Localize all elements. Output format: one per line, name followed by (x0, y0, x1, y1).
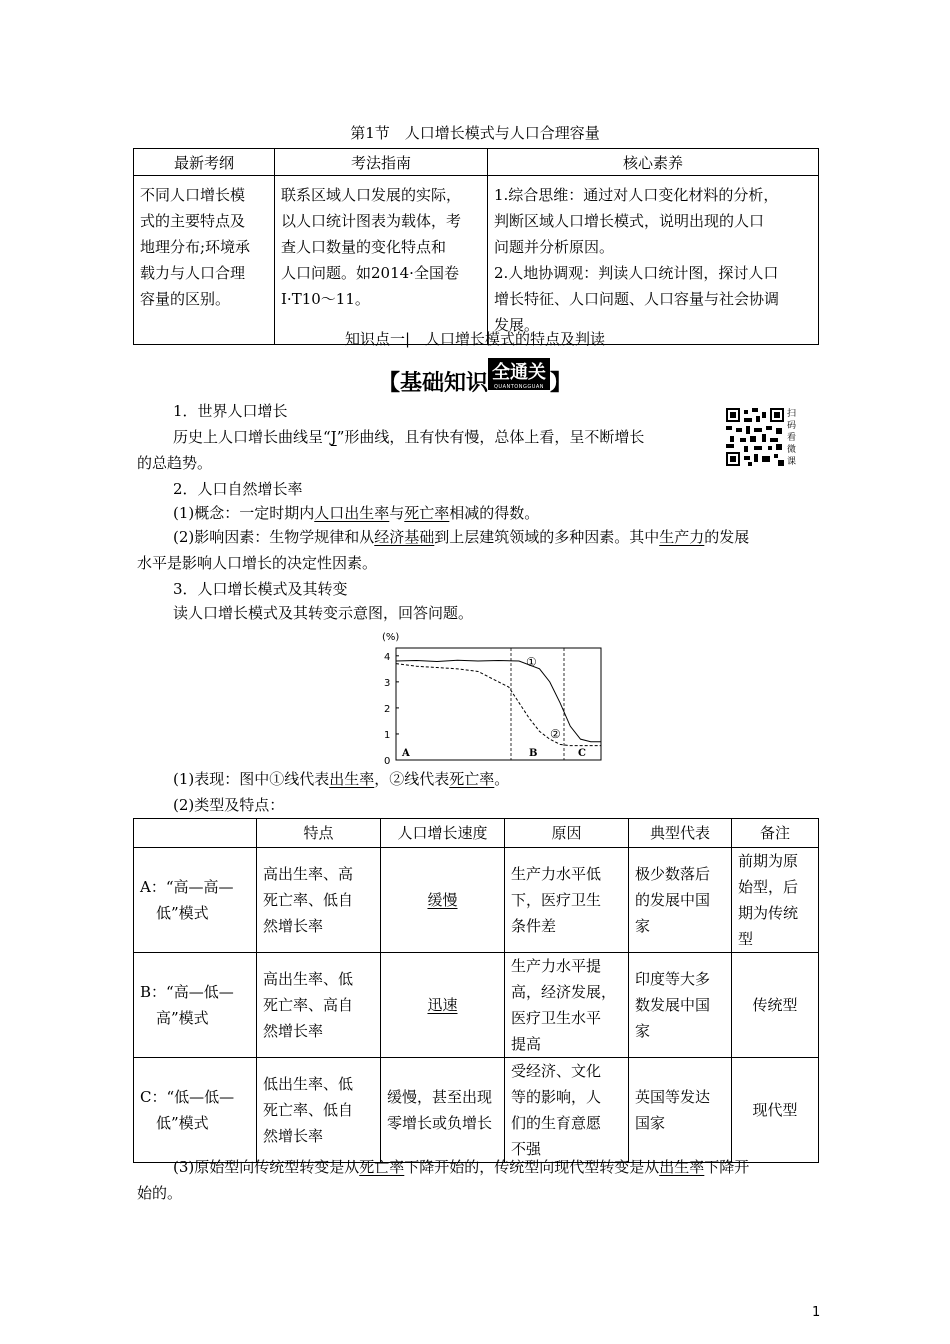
plot-frame (396, 648, 601, 760)
syllabus-cell: 不同人口增长模 式的主要特点及 地理分布;环境承 载力与人口合理 容量的区别。 (134, 176, 275, 345)
stage-label-a: A (402, 748, 410, 759)
header-method: 考法指南 (275, 149, 488, 176)
literacy-cell: 1.综合思维：通过对人口变化材料的分析， 判断区域人口增长模式，说明出现的人口 问题并分析原因。 2.人地协调观：判读人口统计图，探讨人口 增长特征、人口问题、人口容量与社会协调 发展。 (488, 176, 819, 345)
y-tick-label: 2 (384, 703, 391, 715)
stage-label-c: C (578, 748, 586, 759)
s3-3b: 始的。 (137, 1184, 183, 1202)
table-row: A：“高—高— 低”模式 高出生率、高 死亡率、低自 然增长率 缓慢 生产力水平低 下，医疗卫生 条件差 极少数落后 的发展中国 家 前期为原 始型，后 期为传统 型 (134, 848, 819, 953)
table-row: C：“低—低— 低”模式 低出生率、低 死亡率、低自 然增长率 缓慢，甚至出现零增长或负增长 受经济、文化 等的影响，人 们的生育意愿 不强 英国等发达 国家 现代型 (134, 1058, 819, 1163)
page-number: 1 (812, 1305, 821, 1320)
s2-2b: 水平是影响人口增长的决定性因素。 (137, 554, 378, 572)
series-line-2 (396, 664, 601, 746)
s3-2: (2)类型及特点： (173, 796, 285, 814)
types-table: 特点 人口增长速度 原因 典型代表 备注 A：“高—高— 低”模式 高出生率、高 死亡率、低自 然增长率 缓慢 生产力水平低 下，医疗卫生 条件差 极少数落后 的发展中国 家 前期为原 始型，后 期为传统 型 B：“高—低— 高”模式 高出生率、低 死亡率、高自 然增长率 迅速 生产力水平提 高，经济发展， 医疗卫生水平 提高 印度等大多 数发展中国 家 传统型 C：“低—低— 低”模式 低出生率、低 死亡率、低自 然增长率 缓慢，甚至出现零增长或负增长 受经济、文化 等的影响，人 们的生育意愿 不强 英国等发达 国家 现代型 (133, 818, 819, 1163)
s2-2: (2)影响因素：生物学规律和从经济基础到上层建筑领域的多种因素。其中生产力的发展 (173, 528, 750, 546)
y-tick-label: 4 (384, 651, 391, 663)
y-tick-label: 1 (384, 729, 391, 741)
method-cell: 联系区域人口发展的实际， 以人口统计图表为载体，考 查人口数量的变化特点和 人口问题。如2014·全国卷 Ⅰ·T10～11。 (275, 176, 488, 345)
y-tick-label: 0 (384, 756, 391, 767)
population-chart (366, 628, 606, 768)
banner: 【基础知识 全通关 QUANTONGGUAN 】 (0, 360, 950, 397)
banner-box: 全通关 QUANTONGGUAN (488, 358, 550, 390)
stage-label-b: B (529, 748, 538, 759)
s2-1: (1)概念：一定时期内人口出生率与死亡率相减的得数。 (173, 504, 540, 522)
section-title: 第1节 人口增长模式与人口合理容量 (350, 124, 600, 142)
header-syllabus: 最新考纲 (134, 149, 275, 176)
series-line-1 (396, 660, 601, 742)
s1-text-2: 的总趋势。 (137, 454, 213, 472)
curve-label-1: ① (526, 655, 537, 669)
overview-table (133, 148, 819, 345)
s3-3: (3)原始型向传统型转变是从死亡率下降开始的，传统型向现代型转变是从出生率下降开 (173, 1158, 750, 1176)
y-axis-label: (%) (382, 632, 400, 643)
s3-heading: 3．人口增长模式及其转变 (173, 580, 348, 598)
curve-label-2: ② (550, 727, 561, 741)
y-tick-label: 3 (384, 677, 391, 689)
table-row: B：“高—低— 高”模式 高出生率、低 死亡率、高自 然增长率 迅速 生产力水平提 高，经济发展， 医疗卫生水平 提高 印度等大多 数发展中国 家 传统型 (134, 953, 819, 1058)
qr-label: 扫码看微课 (787, 409, 797, 467)
s2-heading: 2．人口自然增长率 (173, 480, 303, 498)
knowledge-point-title: 知识点一| 人口增长模式的特点及判读 (344, 330, 606, 348)
header-literacy: 核心素养 (488, 149, 819, 176)
s1-heading: 1．世界人口增长 (173, 402, 288, 420)
s3-intro: 读人口增长模式及其转变示意图，回答问题。 (173, 604, 474, 622)
qr-code[interactable] (726, 408, 784, 466)
s1-text: 历史上人口增长曲线呈“J”形曲线，且有快有慢，总体上看，呈不断增长 (173, 428, 645, 446)
s3-1: (1)表现：图中①线代表出生率，②线代表死亡率。 (173, 770, 510, 788)
